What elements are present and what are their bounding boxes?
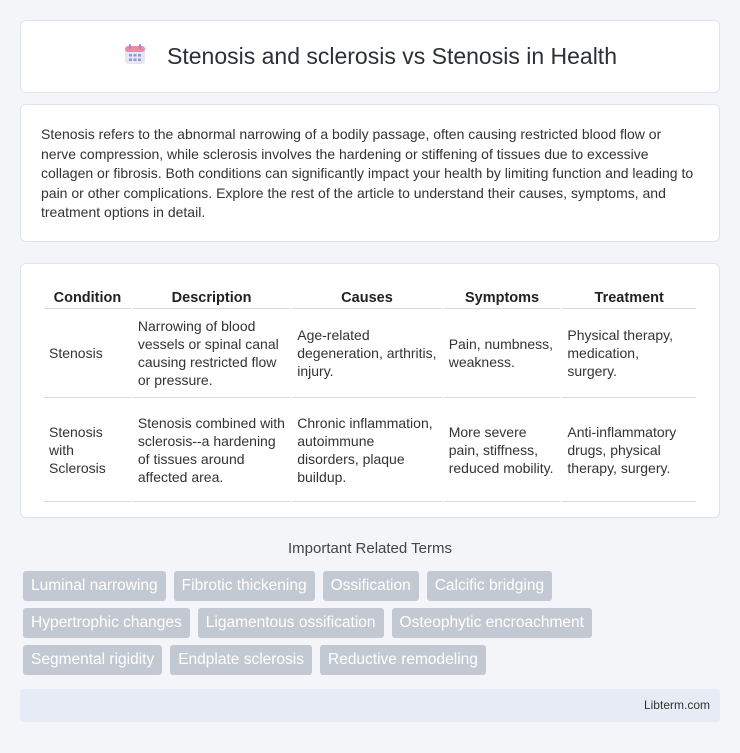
intro-card [20,104,720,242]
header-treatment: Treatment [562,284,696,309]
related-terms-list [23,571,723,682]
footer-site-link[interactable]: Libterm.com [643,698,710,712]
tag-fibrotic-thickening[interactable]: Fibrotic thickening [174,571,315,601]
tag-ligamentous-ossification[interactable]: Ligamentous ossification [198,608,384,638]
header-symptoms: Symptoms [444,284,561,309]
tag-reductive-remodeling[interactable]: Reductive remodeling [320,645,486,675]
header-card [20,20,720,93]
related-terms-title: Important Related Terms [288,540,452,557]
cell-description: Stenosis combined with sclerosis--a hardening of tissues around affected area. [133,398,290,502]
cell-condition: Stenosis [44,309,131,398]
calendar-icon [123,42,147,71]
table-row [44,309,696,398]
header-description: Description [133,284,290,309]
tag-luminal-narrowing[interactable]: Luminal narrowing [23,571,166,601]
cell-condition: Stenosis with Sclerosis [44,398,131,502]
intro-paragraph: Stenosis refers to the abnormal narrowing of a bodily passage, often causing restricted blood flow or nerve compression, while sclerosis involves the hardening or stiffening of tissues due to excessive collagen or fibrosis. Both conditions can significantly impact your health by limiting function and leading to pain or other complications. Explore the rest of the article to understand their causes, symptoms, and treatment options in detail. [41,126,694,221]
comparison-table [42,284,698,502]
cell-causes: Age-related degeneration, arthritis, injury. [292,309,441,398]
tag-osteophytic-encroachment[interactable]: Osteophytic encroachment [392,608,592,638]
cell-symptoms: Pain, numbness, weakness. [444,309,561,398]
tag-hypertrophic-changes[interactable]: Hypertrophic changes [23,608,190,638]
cell-description: Narrowing of blood vessels or spinal canal causing restricted flow or pressure. [133,309,290,398]
cell-treatment: Physical therapy, medication, surgery. [562,309,696,398]
cell-symptoms: More severe pain, stiffness, reduced mobility. [444,398,561,502]
tag-row [23,571,723,601]
header-condition: Condition [44,284,131,309]
table-header-row [44,284,696,309]
tag-row [23,608,723,638]
footer [20,689,720,722]
header-causes: Causes [292,284,441,309]
tag-calcific-bridging[interactable]: Calcific bridging [427,571,552,601]
comparison-table-card [20,263,720,518]
page-title: Stenosis and sclerosis vs Stenosis in Health [167,43,617,69]
table-row [44,398,696,502]
tag-ossification[interactable]: Ossification [323,571,419,601]
tag-row [23,645,723,675]
tag-segmental-rigidity[interactable]: Segmental rigidity [23,645,162,675]
tag-endplate-sclerosis[interactable]: Endplate sclerosis [170,645,312,675]
cell-causes: Chronic inflammation, autoimmune disorders, plaque buildup. [292,398,441,502]
cell-treatment: Anti-inflammatory drugs, physical therapy, surgery. [562,398,696,502]
